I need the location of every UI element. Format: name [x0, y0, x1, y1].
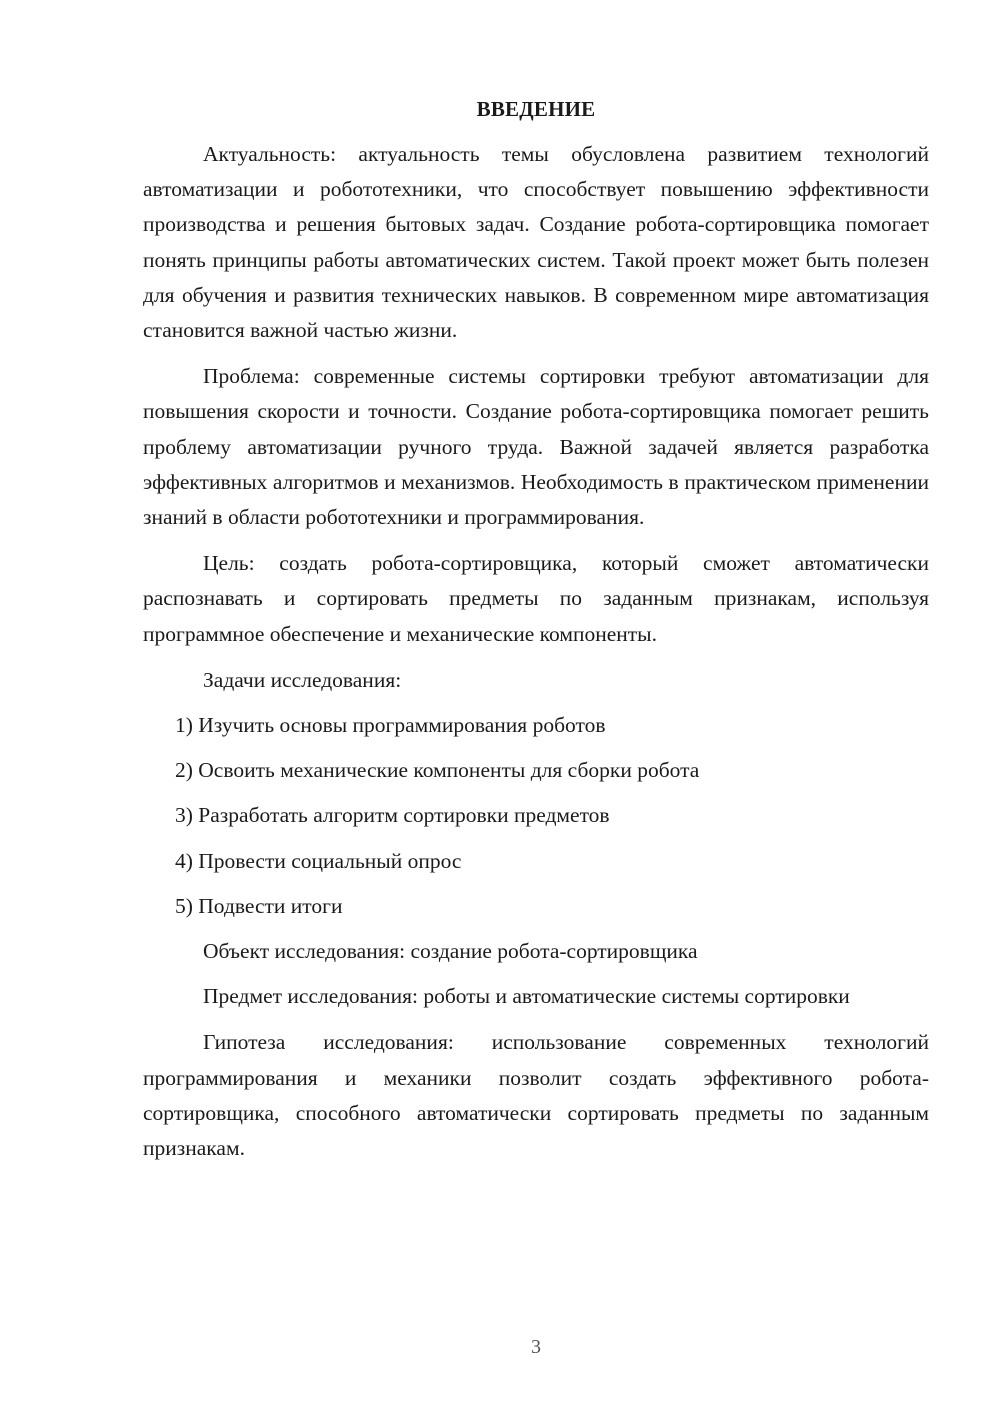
paragraph-subject: Предмет исследования: роботы и автоматические системы сортировки	[203, 984, 850, 1009]
paragraph-goal: Цель: создать робота-сортировщика, который сможет автоматически распознавать и сортировать предметы по заданным признакам, используя программное обеспечение и механические компоненты.	[143, 551, 929, 646]
paragraph-problem: Проблема: современные системы сортировки требуют автоматизации для повышения скорости и точности. Создание робота-сортировщика помогает решить проблему автоматизации ручного труда. Важной задачей является разработка эффективных алгоритмов и механизмов. Необходимость в практическом применении знаний в области робототехники и программирования.	[143, 364, 929, 530]
section-title: ВВЕДЕНИЕ	[476, 97, 596, 121]
tasks-list	[143, 708, 929, 924]
list-item: 5) Подвести итоги	[175, 893, 343, 918]
paragraph-tasks-heading: Задачи исследования:	[203, 667, 402, 692]
list-item: 4) Провести социальный опрос	[175, 848, 462, 873]
list-item: 2) Освоить механические компоненты для сборки робота	[175, 758, 700, 783]
paragraph-object: Объект исследования: создание робота-сортировщика	[203, 939, 698, 964]
paragraph-hypothesis: Гипотеза исследования: использование современных технологий программирования и механики позволит создать эффективного робота-сортировщика, способного автоматически сортировать предметы по заданным признакам.	[143, 1030, 929, 1161]
page-number: 3	[531, 1336, 541, 1358]
page-content	[143, 92, 929, 1177]
list-item: 1) Изучить основы программирования роботов	[175, 713, 606, 738]
list-item: 3) Разработать алгоритм сортировки предметов	[175, 803, 610, 828]
paragraph-relevance: Актуальность: актуальность темы обусловлена развитием технологий автоматизации и робототехники, что способствует повышению эффективности производства и решения бытовых задач. Создание робота-сортировщика помогает понять принципы работы автоматических систем. Такой проект может быть полезен для обучения и развития технических навыков. В современном мире автоматизация становится важной частью жизни.	[143, 142, 929, 343]
